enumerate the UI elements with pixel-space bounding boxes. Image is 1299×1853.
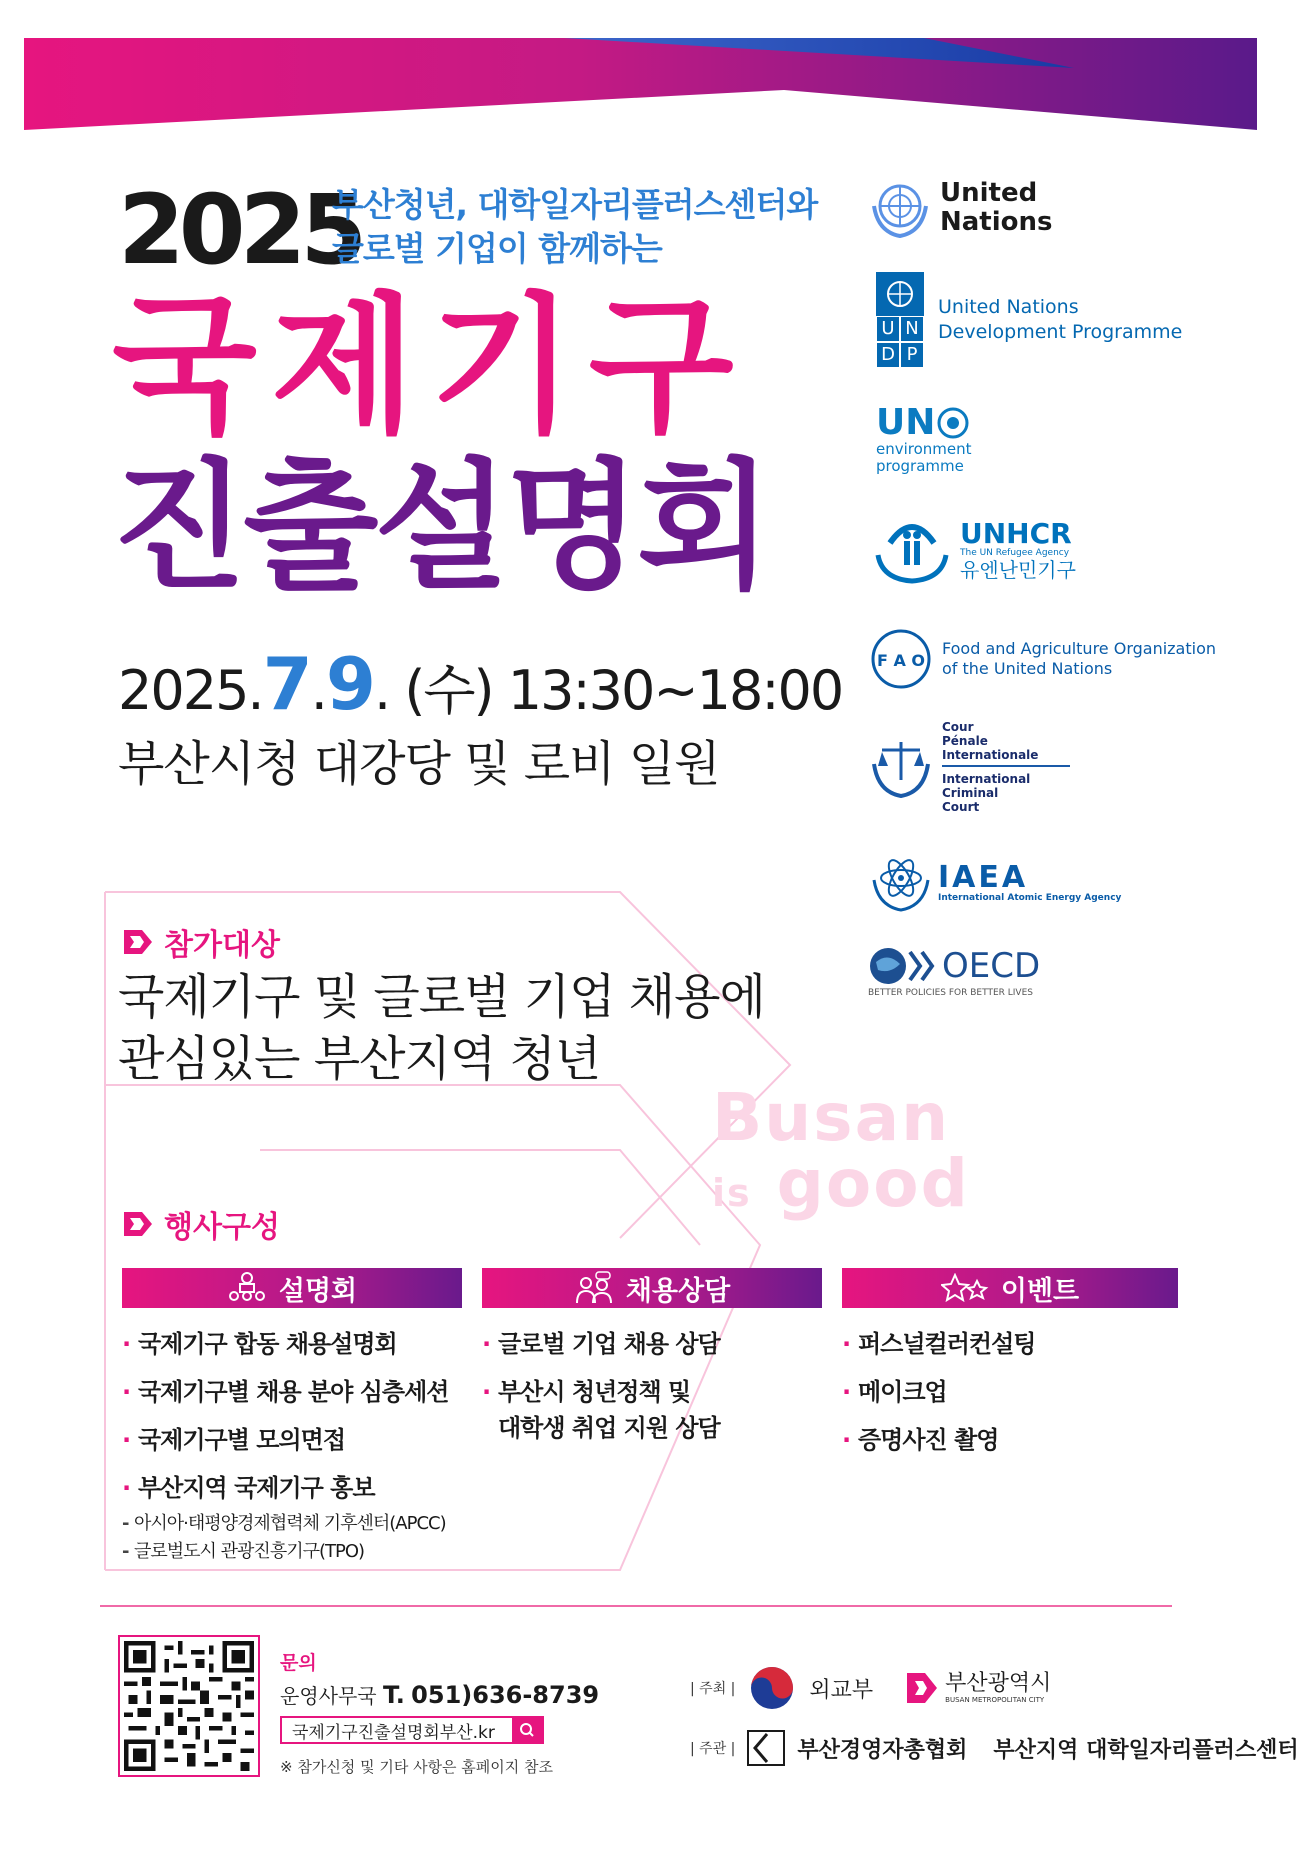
section-arrow-icon — [122, 928, 154, 956]
list-item: · 퍼스널컬러컨설팅 — [842, 1326, 1178, 1362]
list-item: · 부산시 청년정책 및 — [482, 1374, 822, 1410]
fao-name-line-1: Food and Agriculture Organization — [942, 639, 1217, 658]
list-subitem: - 아시아·태평양경제협력체 기후센터(APCC) — [122, 1510, 462, 1538]
qr-code[interactable] — [118, 1635, 260, 1777]
list-item: · 부산지역 국제기구 홍보 — [122, 1470, 462, 1506]
column-header — [482, 1268, 822, 1308]
participants-line-1: 국제기구 및 글로벌 기업 채용에 — [118, 969, 765, 1025]
icc-en-line-1: International — [942, 772, 1031, 786]
unep-line-2: programme — [876, 457, 964, 475]
logo-unhcr — [870, 515, 1076, 585]
subtitle-line-1: 부산청년, 대학일자리플러스센터와 — [332, 185, 818, 224]
website-url[interactable]: 국제기구진출설명회부산.kr — [292, 1722, 495, 1743]
iaea-tagline: International Atomic Energy Agency — [938, 892, 1122, 903]
search-icon — [519, 1722, 535, 1738]
footer-divider — [100, 1605, 1172, 1607]
watermark-good: good — [776, 1145, 970, 1222]
busan-is-good-watermark — [712, 1079, 970, 1226]
undp-name-line-2: Development Programme — [938, 321, 1183, 343]
phone-prefix: T. — [382, 1681, 405, 1709]
main-title-line-1: 국제기구 — [112, 280, 748, 454]
program-column-consulting — [482, 1268, 822, 1458]
host-label: | 주최 | — [690, 1681, 736, 1697]
column-header — [842, 1268, 1178, 1308]
logo-united-nations — [868, 176, 1053, 240]
list-item-continuation: 대학생 취업 지원 상담 — [498, 1414, 720, 1442]
unep-line-1: environment — [876, 440, 972, 458]
unep-mark: UN — [876, 402, 936, 443]
participants-description — [118, 966, 765, 1090]
unhcr-mark: UNHCR — [960, 516, 1072, 550]
iaea-atom-icon — [868, 852, 934, 912]
fao-seal-letters: F A O — [876, 651, 926, 670]
program-column-events — [842, 1268, 1178, 1470]
stars-icon — [941, 1273, 989, 1303]
host-row — [690, 1665, 1051, 1711]
participants-heading — [122, 920, 280, 964]
event-year: 2025 — [118, 174, 362, 286]
list-item: · 글로벌 기업 채용 상담 — [482, 1326, 822, 1362]
un-name-line-1: United — [940, 178, 1038, 208]
icc-fr-line-1: Cour — [942, 720, 974, 734]
unhcr-korean-name: 유엔난민기구 — [960, 558, 1076, 583]
un-name-line-2: Nations — [940, 207, 1053, 237]
watermark-line-1: Busan — [712, 1079, 951, 1156]
unhcr-tagline: The UN Refugee Agency — [960, 548, 1070, 559]
icc-en-line-2: Criminal — [942, 786, 999, 800]
list-item: · 증명사진 촬영 — [842, 1422, 1178, 1458]
program-heading-label: 행사구성 — [164, 1210, 280, 1245]
list-item: · 국제기구 합동 채용설명회 — [122, 1326, 462, 1362]
program-heading — [122, 1202, 280, 1246]
top-banner — [24, 38, 1257, 130]
organizer-label: | 주관 | — [690, 1741, 736, 1757]
briefing-items — [122, 1326, 462, 1566]
contact-office — [280, 1680, 599, 1709]
logo-undp — [876, 272, 1182, 368]
consultation-icon — [574, 1271, 614, 1305]
bef-logo-icon — [747, 1730, 785, 1766]
icc-fr-line-2: Pénale — [942, 734, 988, 748]
subtitle-line-2: 글로벌 기업이 함께하는 — [332, 229, 662, 268]
icc-fr-line-3: Internationale — [942, 748, 1070, 767]
watermark-is: is — [712, 1171, 752, 1215]
column-title: 설명회 — [278, 1275, 358, 1307]
host-busan — [905, 1671, 1051, 1705]
main-title-line-2: 진출설명회 — [112, 446, 769, 609]
list-item: · 국제기구별 모의면접 — [122, 1422, 462, 1458]
participants-line-2: 관심있는 부산지역 청년 — [118, 1031, 601, 1087]
logo-icc — [868, 720, 1070, 814]
iaea-mark: IAEA — [938, 859, 1029, 895]
organizer-bef: 부산경영자총협회 — [797, 1737, 968, 1763]
audience-icon — [227, 1271, 267, 1305]
logo-iaea — [868, 852, 1121, 912]
fao-name-line-2: of the United Nations — [942, 659, 1113, 678]
host-mofa: 외교부 — [809, 1677, 874, 1703]
list-item: · 국제기구별 채용 분야 심층세션 — [122, 1374, 462, 1410]
organizer-row — [690, 1730, 1299, 1766]
fao-seal-icon — [868, 626, 934, 692]
event-date: 2025.7.9. (수) 13:30~18:00 — [118, 642, 843, 726]
logo-oecd — [868, 944, 1040, 998]
unhcr-family-emblem-icon — [870, 515, 954, 585]
host-busan-name: 부산광역시 — [945, 1670, 1052, 1696]
undp-letter: P — [900, 342, 924, 368]
list-item: · 메이크업 — [842, 1374, 1178, 1410]
office-label: 운영사무국 — [280, 1684, 377, 1708]
logo-fao — [868, 626, 1216, 692]
icc-en-line-3: Court — [942, 800, 980, 814]
list-subitem: - 글로벌도시 관광진흥기구(TPO) — [122, 1538, 462, 1566]
host-busan-name-en: BUSAN METROPOLITAN CITY — [945, 1695, 1045, 1704]
consulting-items — [482, 1326, 822, 1446]
oecd-mark: OECD — [942, 946, 1041, 986]
website-url-box[interactable] — [280, 1716, 544, 1744]
column-header — [122, 1268, 462, 1308]
program-column-briefing — [122, 1268, 462, 1566]
taegeuk-emblem-icon — [749, 1665, 795, 1711]
undp-letter: D — [876, 342, 900, 368]
contact-note: ※ 참가신청 및 기타 사항은 홈페이지 참조 — [280, 1758, 554, 1776]
column-title: 이벤트 — [1000, 1275, 1080, 1307]
contact-title: 문의 — [280, 1652, 317, 1674]
logo-unep — [876, 402, 972, 475]
oecd-tagline: BETTER POLICIES FOR BETTER LIVES — [868, 988, 1033, 998]
participants-heading-label: 참가대상 — [164, 928, 280, 963]
url-search-button[interactable] — [512, 1716, 542, 1744]
undp-letter: U — [876, 316, 900, 342]
undp-name-line-1: United Nations — [938, 296, 1079, 318]
unep-emblem-icon — [935, 405, 971, 441]
undp-letter: N — [900, 316, 924, 342]
column-title: 채용상담 — [625, 1275, 731, 1307]
icc-scales-icon — [868, 732, 934, 802]
phone-number[interactable]: 051)636-8739 — [411, 1681, 600, 1709]
un-emblem-icon — [868, 176, 932, 240]
events-items — [842, 1326, 1178, 1458]
undp-mark — [876, 272, 924, 368]
section-arrow-icon — [122, 1210, 154, 1238]
event-venue: 부산시청 대강당 및 로비 일원 — [118, 736, 720, 792]
busan-city-logo-icon — [905, 1671, 939, 1705]
oecd-globe-icon — [868, 944, 940, 988]
undp-globe-icon — [885, 279, 915, 309]
organizer-career-center: 부산지역 대학일자리플러스센터 — [993, 1737, 1299, 1763]
